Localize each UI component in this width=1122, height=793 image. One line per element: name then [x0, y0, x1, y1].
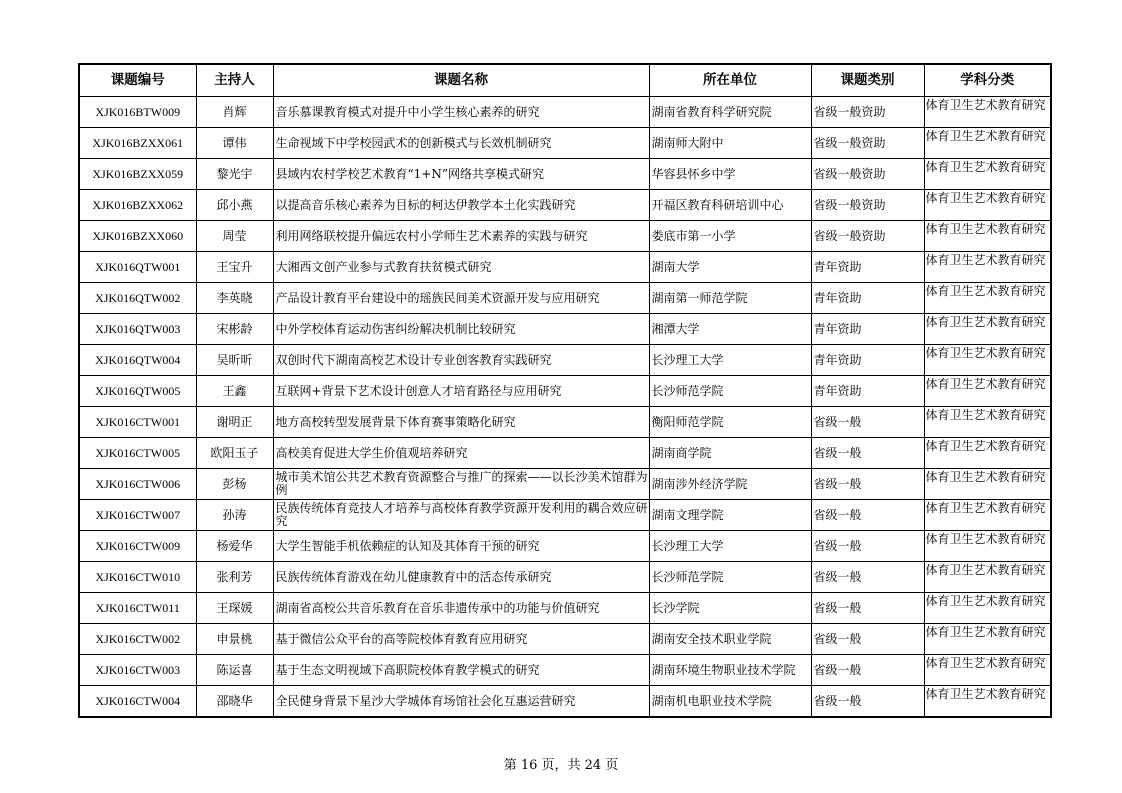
cell-host: [196, 593, 273, 624]
cell-host: [196, 562, 273, 593]
cell-project-code: [79, 531, 196, 562]
cell-unit: [649, 438, 811, 469]
cell-unit-text: 衡阳师范学院: [651, 415, 724, 429]
cell-project-code: [79, 624, 196, 655]
cell-project-code-text: XJK016CTW007: [95, 507, 181, 522]
header-project-code: 课题编号: [79, 64, 196, 97]
table-row: [79, 624, 1051, 655]
cell-host-text: 王鑫: [222, 383, 247, 398]
header-category: 课题类别: [811, 64, 924, 97]
cell-host-text: 吴昕昕: [216, 352, 253, 367]
cell-host-text: 黎光宇: [216, 166, 253, 181]
cell-project-title-text: 互联网+背景下艺术设计创意人才培育路径与应用研究: [275, 384, 562, 398]
cell-host: [196, 283, 273, 314]
cell-category: [811, 407, 924, 438]
cell-category-text: 省级一般资助: [813, 135, 886, 150]
table-row: [79, 221, 1051, 252]
cell-subject: [924, 221, 1051, 252]
cell-project-title-text: 基于微信公众平台的高等院校体育教育应用研究: [275, 632, 528, 646]
cell-host-text: 孙涛: [222, 507, 247, 522]
cell-host-text: 张利芳: [216, 569, 253, 584]
cell-category-text: 青年资助: [813, 352, 862, 367]
cell-project-code-text: XJK016CTW005: [95, 445, 181, 460]
cell-subject-text: 体育卫生艺术教育研究: [925, 501, 1046, 515]
cell-host: [196, 624, 273, 655]
cell-project-code: [79, 438, 196, 469]
cell-unit: [649, 159, 811, 190]
table-row: [79, 469, 1051, 500]
cell-unit: [649, 500, 811, 531]
table-row: [79, 376, 1051, 407]
table-row: [79, 655, 1051, 686]
cell-unit-text: 长沙理工大学: [651, 353, 724, 367]
cell-subject-text: 体育卫生艺术教育研究: [925, 439, 1046, 453]
cell-project-title-text: 民族传统体育游戏在幼儿健康教育中的活态传承研究: [275, 570, 552, 584]
table-row: [79, 283, 1051, 314]
cell-category: [811, 500, 924, 531]
table-row: [79, 438, 1051, 469]
cell-project-code: [79, 500, 196, 531]
cell-category: [811, 655, 924, 686]
cell-category: [811, 438, 924, 469]
cell-unit: [649, 376, 811, 407]
cell-category-text: 省级一般资助: [813, 197, 886, 212]
cell-project-code-text: XJK016CTW009: [95, 538, 181, 553]
cell-subject: [924, 624, 1051, 655]
cell-project-code-text: XJK016CTW010: [95, 569, 181, 584]
cell-host: [196, 252, 273, 283]
cell-category: [811, 283, 924, 314]
cell-project-title: [273, 314, 649, 345]
table-row: [79, 562, 1051, 593]
cell-subject-text: 体育卫生艺术教育研究: [925, 532, 1046, 546]
cell-project-title: [273, 283, 649, 314]
cell-category: [811, 376, 924, 407]
cell-subject-text: 体育卫生艺术教育研究: [925, 408, 1046, 422]
cell-category-text: 省级一般资助: [813, 166, 886, 181]
cell-category-text: 省级一般资助: [813, 228, 886, 243]
project-table: [78, 63, 1052, 718]
cell-host: [196, 128, 273, 159]
table-header-row: [79, 64, 1051, 97]
cell-project-code: [79, 128, 196, 159]
cell-host-text: 陈运喜: [216, 662, 253, 677]
cell-unit: [649, 314, 811, 345]
cell-project-code-text: XJK016CTW001: [95, 414, 181, 429]
cell-unit: [649, 593, 811, 624]
cell-category-text: 青年资助: [813, 290, 862, 305]
cell-host: [196, 97, 273, 128]
cell-subject-text: 体育卫生艺术教育研究: [925, 470, 1046, 484]
cell-subject-text: 体育卫生艺术教育研究: [925, 98, 1046, 112]
cell-category-text: 省级一般: [813, 538, 862, 553]
cell-project-code: [79, 562, 196, 593]
cell-unit-text: 湖南机电职业技术学院: [651, 694, 772, 708]
cell-project-code: [79, 190, 196, 221]
cell-unit-text: 湖南大学: [651, 260, 700, 274]
cell-unit-text: 长沙师范学院: [651, 570, 724, 584]
cell-unit: [649, 190, 811, 221]
cell-project-title-text: 以提高音乐核心素养为目标的柯达伊教学本土化实践研究: [275, 198, 576, 212]
cell-host-text: 李英晓: [216, 290, 253, 305]
cell-subject: [924, 593, 1051, 624]
cell-project-code-text: XJK016BTW009: [95, 104, 181, 119]
header-host: 主持人: [196, 64, 273, 97]
cell-host-text: 杨爱华: [216, 538, 253, 553]
cell-category-text: 省级一般资助: [813, 104, 886, 119]
cell-subject: [924, 190, 1051, 221]
cell-category-text: 省级一般: [813, 414, 862, 429]
cell-subject-text: 体育卫生艺术教育研究: [925, 377, 1046, 391]
cell-host: [196, 686, 273, 718]
cell-project-title: [273, 500, 649, 531]
cell-project-code-text: XJK016BZXX062: [92, 197, 184, 212]
cell-subject: [924, 159, 1051, 190]
cell-category: [811, 159, 924, 190]
table-row: [79, 252, 1051, 283]
cell-unit-text: 湖南商学院: [651, 446, 712, 460]
cell-category-text: 省级一般: [813, 631, 862, 646]
cell-project-title: [273, 438, 649, 469]
cell-subject-text: 体育卫生艺术教育研究: [925, 656, 1046, 670]
cell-unit: [649, 128, 811, 159]
cell-project-code: [79, 376, 196, 407]
cell-host: [196, 531, 273, 562]
cell-subject-text: 体育卫生艺术教育研究: [925, 594, 1046, 608]
cell-subject-text: 体育卫生艺术教育研究: [925, 222, 1046, 236]
cell-category: [811, 469, 924, 500]
cell-unit-text: 湘潭大学: [651, 322, 700, 336]
cell-project-title: [273, 624, 649, 655]
cell-subject-text: 体育卫生艺术教育研究: [925, 253, 1046, 267]
cell-project-code-text: XJK016CTW003: [95, 662, 181, 677]
cell-host: [196, 345, 273, 376]
cell-category: [811, 221, 924, 252]
cell-project-title: [273, 531, 649, 562]
cell-unit-text: 娄底市第一小学: [651, 229, 736, 243]
cell-project-title-text: 大学生智能手机依赖症的认知及其体育干预的研究: [275, 539, 540, 553]
cell-project-code-text: XJK016CTW002: [95, 631, 181, 646]
cell-subject: [924, 438, 1051, 469]
cell-project-code-text: XJK016CTW011: [95, 600, 180, 615]
cell-subject-text: 体育卫生艺术教育研究: [925, 346, 1046, 360]
cell-project-code-text: XJK016CTW004: [95, 693, 181, 708]
cell-category-text: 青年资助: [813, 383, 862, 398]
cell-host: [196, 159, 273, 190]
cell-category: [811, 128, 924, 159]
cell-host: [196, 190, 273, 221]
cell-project-code-text: XJK016BZXX059: [92, 166, 184, 181]
table-row: [79, 128, 1051, 159]
cell-unit-text: 华容县怀乡中学: [651, 167, 736, 181]
cell-unit: [649, 97, 811, 128]
cell-unit: [649, 469, 811, 500]
cell-unit-text: 湖南文理学院: [651, 508, 724, 522]
cell-unit: [649, 221, 811, 252]
cell-project-code: [79, 655, 196, 686]
table-row: [79, 97, 1051, 128]
cell-category-text: 省级一般: [813, 569, 862, 584]
cell-project-title-text: 音乐慕课教育模式对提升中小学生核心素养的研究: [275, 105, 540, 119]
cell-project-title: [273, 345, 649, 376]
cell-unit-text: 湖南涉外经济学院: [651, 477, 748, 491]
cell-project-title: [273, 221, 649, 252]
cell-unit-text: 湖南安全技术职业学院: [651, 632, 772, 646]
cell-category-text: 省级一般: [813, 662, 862, 677]
cell-project-title: [273, 407, 649, 438]
cell-project-code: [79, 314, 196, 345]
cell-subject: [924, 686, 1051, 718]
cell-unit: [649, 345, 811, 376]
cell-project-code-text: XJK016BZXX061: [92, 135, 184, 150]
cell-host-text: 邵晓华: [216, 693, 253, 708]
cell-category: [811, 562, 924, 593]
cell-project-title: [273, 562, 649, 593]
cell-subject: [924, 531, 1051, 562]
cell-unit-text: 湖南师大附中: [651, 136, 724, 150]
cell-project-code: [79, 407, 196, 438]
cell-unit: [649, 407, 811, 438]
cell-project-code: [79, 159, 196, 190]
cell-host-text: 王琛媛: [216, 600, 253, 615]
cell-subject: [924, 314, 1051, 345]
cell-project-code: [79, 97, 196, 128]
cell-project-title: [273, 97, 649, 128]
cell-project-title-text: 产品设计教育平台建设中的瑶族民间美术资源开发与应用研究: [275, 291, 600, 305]
cell-project-title: [273, 252, 649, 283]
cell-unit-text: 湖南环境生物职业技术学院: [651, 663, 796, 677]
cell-project-code-text: XJK016QTW003: [95, 321, 181, 336]
header-project-title: 课题名称: [273, 64, 649, 97]
cell-project-code: [79, 593, 196, 624]
cell-subject: [924, 376, 1051, 407]
cell-category-text: 省级一般: [813, 476, 862, 491]
cell-category-text: 省级一般: [813, 507, 862, 522]
cell-subject: [924, 562, 1051, 593]
table-row: [79, 314, 1051, 345]
cell-project-title-text: 城市美术馆公共艺术教育资源整合与推广的探索——以长沙美术馆群为例: [275, 471, 648, 497]
cell-host-text: 彭杨: [222, 476, 247, 491]
cell-host: [196, 376, 273, 407]
cell-project-title-text: 县域内农村学校艺术教育“1+N”网络共享模式研究: [275, 167, 544, 181]
cell-category: [811, 314, 924, 345]
cell-unit-text: 长沙师范学院: [651, 384, 724, 398]
cell-subject: [924, 655, 1051, 686]
cell-subject: [924, 345, 1051, 376]
cell-project-code: [79, 345, 196, 376]
cell-category-text: 青年资助: [813, 259, 862, 274]
table-row: [79, 500, 1051, 531]
cell-unit-text: 开福区教育科研培训中心: [651, 198, 784, 212]
table-row: [79, 686, 1051, 718]
cell-project-code-text: XJK016BZXX060: [92, 228, 184, 243]
cell-project-code-text: XJK016QTW001: [95, 259, 181, 274]
cell-project-code: [79, 252, 196, 283]
cell-subject-text: 体育卫生艺术教育研究: [925, 284, 1046, 298]
cell-subject-text: 体育卫生艺术教育研究: [925, 191, 1046, 205]
table-row: [79, 531, 1051, 562]
cell-unit-text: 长沙理工大学: [651, 539, 724, 553]
cell-subject: [924, 469, 1051, 500]
cell-project-title-text: 双创时代下湖南高校艺术设计专业创客教育实践研究: [275, 353, 552, 367]
cell-subject: [924, 128, 1051, 159]
cell-host-text: 欧阳玉子: [210, 445, 259, 460]
cell-host: [196, 438, 273, 469]
cell-subject-text: 体育卫生艺术教育研究: [925, 687, 1046, 701]
cell-category-text: 省级一般: [813, 600, 862, 615]
cell-unit: [649, 655, 811, 686]
cell-host-text: 谭伟: [222, 135, 247, 150]
cell-category: [811, 345, 924, 376]
cell-subject: [924, 407, 1051, 438]
cell-project-title-text: 全民健身背景下星沙大学城体育场馆社会化互惠运营研究: [275, 694, 576, 708]
cell-unit: [649, 686, 811, 718]
cell-category-text: 省级一般: [813, 693, 862, 708]
cell-unit-text: 长沙学院: [651, 601, 700, 615]
cell-subject: [924, 283, 1051, 314]
cell-project-code-text: XJK016CTW006: [95, 476, 181, 491]
cell-subject: [924, 97, 1051, 128]
cell-subject-text: 体育卫生艺术教育研究: [925, 563, 1046, 577]
cell-project-code: [79, 469, 196, 500]
cell-project-title-text: 地方高校转型发展背景下体育赛事策略化研究: [275, 415, 516, 429]
cell-category: [811, 593, 924, 624]
cell-project-title: [273, 469, 649, 500]
cell-category: [811, 624, 924, 655]
table-row: [79, 190, 1051, 221]
cell-project-title-text: 利用网络联校提升偏远农村小学师生艺术素养的实践与研究: [275, 229, 588, 243]
cell-unit-text: 湖南第一师范学院: [651, 291, 748, 305]
cell-host-text: 宋彬龄: [216, 321, 253, 336]
cell-subject-text: 体育卫生艺术教育研究: [925, 160, 1046, 174]
cell-project-code-text: XJK016QTW005: [95, 383, 181, 398]
cell-category: [811, 252, 924, 283]
cell-project-title-text: 民族传统体育竞技人才培养与高校体育教学资源开发利用的耦合效应研究: [275, 502, 648, 528]
cell-unit: [649, 531, 811, 562]
cell-unit-text: 湖南省教育科学研究院: [651, 105, 772, 119]
cell-category: [811, 97, 924, 128]
cell-category-text: 省级一般: [813, 445, 862, 460]
cell-host-text: 谢明正: [216, 414, 253, 429]
cell-project-title: [273, 593, 649, 624]
cell-unit: [649, 283, 811, 314]
cell-subject-text: 体育卫生艺术教育研究: [925, 315, 1046, 329]
cell-project-title-text: 中外学校体育运动伤害纠纷解决机制比较研究: [275, 322, 516, 336]
cell-project-title: [273, 686, 649, 718]
table-row: [79, 345, 1051, 376]
cell-project-code: [79, 283, 196, 314]
cell-project-title: [273, 128, 649, 159]
cell-category: [811, 531, 924, 562]
cell-subject-text: 体育卫生艺术教育研究: [925, 625, 1046, 639]
cell-project-code: [79, 686, 196, 718]
cell-host: [196, 469, 273, 500]
cell-host: [196, 314, 273, 345]
cell-host-text: 王宝升: [216, 259, 253, 274]
cell-host-text: 周莹: [222, 228, 247, 243]
table-row: [79, 593, 1051, 624]
cell-project-title-text: 基于生态文明视域下高职院校体育教学模式的研究: [275, 663, 540, 677]
cell-project-code-text: XJK016QTW004: [95, 352, 181, 367]
table-row: [79, 159, 1051, 190]
cell-host-text: 邱小燕: [216, 197, 253, 212]
cell-project-title: [273, 376, 649, 407]
cell-unit: [649, 562, 811, 593]
cell-project-title-text: 湖南省高校公共音乐教育在音乐非遗传承中的功能与价值研究: [275, 601, 600, 615]
header-unit: 所在单位: [649, 64, 811, 97]
cell-subject: [924, 500, 1051, 531]
cell-category-text: 青年资助: [813, 321, 862, 336]
cell-unit: [649, 624, 811, 655]
cell-project-code-text: XJK016QTW002: [95, 290, 181, 305]
cell-host: [196, 407, 273, 438]
table-row: [79, 407, 1051, 438]
cell-subject: [924, 252, 1051, 283]
cell-host: [196, 655, 273, 686]
cell-project-title-text: 高校美育促进大学生价值观培养研究: [275, 446, 468, 460]
cell-project-title-text: 生命视域下中学校园武术的创新模式与长效机制研究: [275, 136, 552, 150]
cell-project-title: [273, 190, 649, 221]
cell-category: [811, 686, 924, 718]
cell-project-title: [273, 655, 649, 686]
cell-host-text: 申景桃: [216, 631, 253, 646]
cell-project-title: [273, 159, 649, 190]
cell-host-text: 肖辉: [222, 104, 247, 119]
cell-project-code: [79, 221, 196, 252]
header-subject: 学科分类: [924, 64, 1051, 97]
cell-host: [196, 221, 273, 252]
cell-host: [196, 500, 273, 531]
cell-subject-text: 体育卫生艺术教育研究: [925, 129, 1046, 143]
cell-project-title-text: 大湘西文创产业参与式教育扶贫模式研究: [275, 260, 492, 274]
cell-unit: [649, 252, 811, 283]
cell-category: [811, 190, 924, 221]
page-footer: 第 16 页，共 24 页: [503, 758, 619, 773]
